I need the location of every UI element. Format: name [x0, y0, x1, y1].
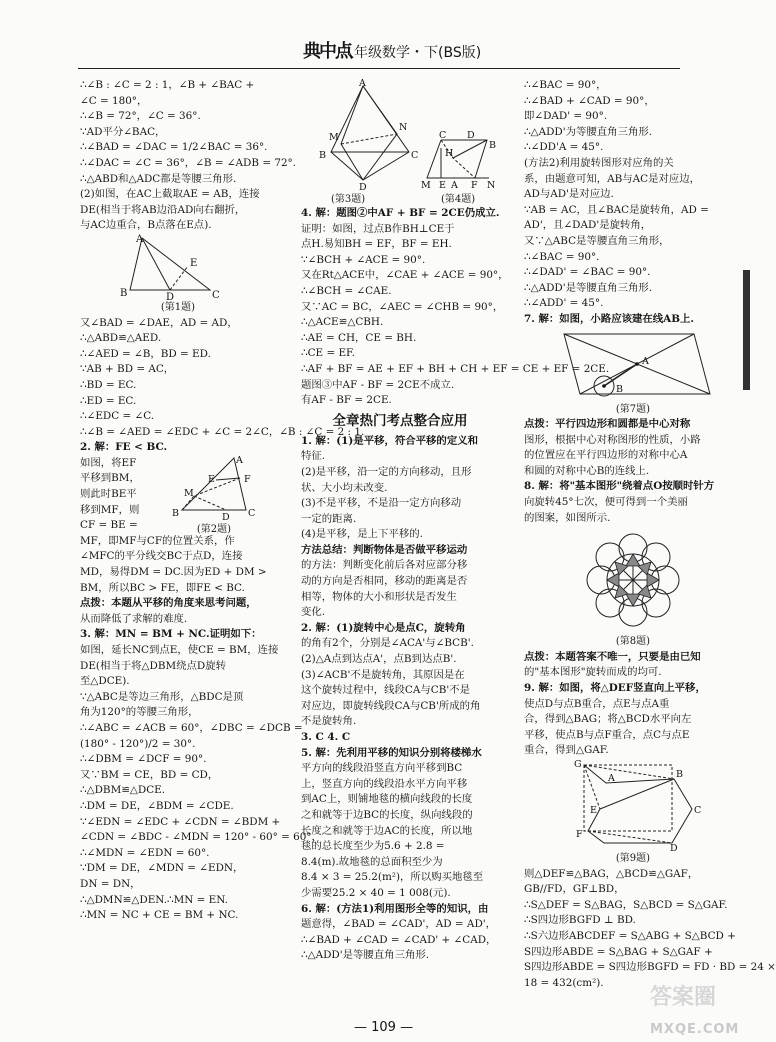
text-line: (180° - 120°)/2 = 30°. — [80, 737, 196, 750]
text-line: 4. 解：题图②中AF + BF = 2CE仍成立. — [301, 207, 500, 219]
fig9-label-f: F — [576, 829, 583, 840]
solution-2 — [80, 440, 276, 627]
text-line: ∴△ABD和△ADC都是等腰三角形. — [80, 172, 237, 185]
text-line: ∠CDN = ∠BDC - ∠MDN = 120° - 60° = 60°， — [80, 831, 322, 844]
text-line: (3)∠ACB'不是旋转角，其原因是在 — [301, 668, 465, 681]
fig4-label-n: N — [487, 180, 496, 191]
solution-8 — [524, 479, 742, 526]
figure-9-caption: (第9题) — [615, 853, 651, 864]
text-line: 相等，物体的大小和形状是否发生 — [301, 590, 457, 603]
text-line: ∴S△DEF = S△BAG，S△BCD = S△GAF. — [524, 898, 728, 911]
section-solution-1 — [301, 434, 499, 621]
text-line: ∵DM = DE，∠MDN = ∠EDN， — [80, 862, 244, 875]
text-line: 合，得到△BAG；将△BCD水平向左 — [524, 713, 692, 726]
tip-7 — [524, 417, 742, 479]
fig2-label-d: D — [222, 512, 230, 524]
text-line: 系，由题意可知，AB与AC是对应边， — [524, 172, 701, 185]
text-line: 向旋转45°七次，便可得到一个美丽 — [524, 496, 688, 509]
fig9-label-g: G — [574, 759, 582, 770]
page-spine-shadow — [743, 270, 750, 390]
text-line: 题图③中AF - BF = 2CE不成立. — [301, 378, 455, 391]
figure-9 — [524, 759, 742, 867]
tip-line: 点拨：本题从平移的角度来思考问题， — [80, 597, 257, 610]
text-line: ∴∠DBM = ∠DCF = 90°. — [80, 753, 207, 766]
text-line: ∴∠MDN = ∠EDN = 60°. — [80, 846, 210, 859]
text-line: ∠C = 180°， — [80, 94, 148, 107]
text-line: 移到MF，则 — [80, 503, 140, 516]
text-line: 又∠BAD = ∠DAE，AD = AD， — [80, 316, 238, 329]
text-line: 状、大小均未改变. — [301, 481, 388, 494]
text-line: 平移，使点B与点F重合，点C与点E — [524, 728, 690, 741]
solution-1-part1 — [80, 78, 297, 234]
text-line: ∵AB + BD = AC， — [80, 363, 175, 376]
text-line: 8.4(m).故地毯的总面积至少为 — [301, 855, 443, 868]
text-line: ∵∠EDN = ∠EDC + ∠CDN = ∠BDM + — [80, 815, 281, 828]
book-title: 八年级数学・下(BS版) — [340, 45, 482, 61]
fig9-label-d: D — [670, 843, 678, 854]
text-line: 平方向的线段沿竖直方向平移到BC — [301, 762, 463, 775]
text-line: ∴DM = DE，∠BDM = ∠CDE. — [80, 799, 234, 812]
text-line: MD，易得DM = DC.因为ED + DM > — [80, 566, 267, 579]
text-line: 9. 解：如图，将△DEF竖直向上平移， — [524, 682, 706, 695]
text-line: ∴AF + BF = AE + EF + BH + CH + EF = CE + EF = 2CE. — [301, 362, 610, 375]
text-line: S四边形ABDE = S△BAG + S△GAF + — [524, 945, 713, 958]
text-line: ∴∠AED = ∠B，BD = ED. — [80, 347, 211, 360]
fig3-label-m: M — [329, 132, 339, 143]
text-line: ∴△ACE≌△CBH. — [301, 316, 384, 329]
text-line: 则此时BE平 — [80, 488, 137, 501]
fig4-label-m: M — [421, 180, 431, 191]
text-line: ∴∠BAD + ∠CAD = ∠CAD' + ∠CAD， — [301, 933, 497, 946]
text-line: 2. 解：(1)旋转中心是点C，旋转角 — [301, 621, 466, 634]
text-line: 长度之和就等于边AC的长度，所以地 — [301, 824, 473, 837]
tip-line: 图形，根据中心对称图形的性质，小路 — [524, 433, 701, 446]
fig1-label-c: C — [212, 289, 220, 301]
text-line: 3. 解：MN = BM + NC.证明如下： — [80, 628, 262, 641]
text-line: ∴∠B = 72°，∠C = 36°. — [80, 110, 201, 123]
tip-line: 点拨：平行四边形和圆都是中心对称 — [524, 418, 691, 431]
text-line: ∴∠ADD' = 45°. — [524, 297, 604, 310]
figure-8 — [524, 526, 742, 650]
fig4-label-e: E — [439, 180, 446, 191]
text-line: 与AC边重合，B点落在E点). — [80, 219, 212, 232]
text-line: ∵AD平分∠BAC， — [80, 125, 166, 138]
text-line: 的方法：判断变化前后各对应部分移 — [301, 559, 468, 572]
fig4-label-b: B — [489, 140, 496, 151]
fig1-label-d: D — [166, 291, 175, 303]
fig9-label-e: E — [590, 805, 597, 816]
fig3-label-c: C — [411, 150, 419, 161]
text-line: ∴∠BAC = 90°. — [524, 250, 600, 263]
text-line: 这个旋转过程中，线段CA与CB'不是 — [301, 684, 470, 697]
figure-8-caption: (第8题) — [615, 636, 651, 648]
tip-line: 和圆的对称中心B的连线上. — [524, 464, 650, 477]
text-line: 又∵△ABC是等腰直角三角形， — [524, 234, 670, 247]
tip-line: 的位置应在平行四边形的对称中心A — [524, 449, 688, 462]
section-solution-5 — [301, 746, 499, 902]
figure-1-caption: (第1题) — [160, 301, 196, 313]
text-line: 1. 解：(1)是平移，符合平移的定义和 — [301, 434, 478, 447]
fig3-label-n: N — [399, 122, 408, 133]
fig2-label-b: B — [172, 508, 179, 520]
answers-3-4: 3. C 4. C — [301, 731, 351, 743]
fig3-label-d: D — [359, 182, 367, 193]
text-line: CF = BE = — [80, 519, 138, 532]
text-line: 18 = 432(cm²). — [524, 976, 604, 989]
section-solution-2 — [301, 621, 499, 730]
text-line: ∴△DBM≌△DCE. — [80, 784, 166, 797]
text-line: 又在Rt△ACE中，∠CAE + ∠ACE = 90°， — [301, 269, 509, 282]
text-line: BM，所以BC > FE，即FE < BC. — [80, 581, 245, 594]
fig4-label-a: A — [451, 180, 458, 191]
fig7-label-b: B — [616, 383, 623, 395]
tip-8 — [524, 650, 742, 681]
text-line: ∴MN = NC + CE = BM + NC. — [80, 909, 239, 922]
text-line: 8.4 × 3 = 25.2(m²)，所以购买地毯至 — [301, 871, 484, 884]
text-line: 如图，延长NC到点E，使CE = BM，连接 — [80, 644, 279, 656]
text-line: 对应边，即旋转线段CA与CB'所成的角 — [301, 699, 481, 712]
section-title: 全章热门考点整合应用 — [332, 412, 468, 429]
text-line: 至△DCE). — [80, 675, 130, 688]
text-line: 5. 解：先利用平移的知识分别将楼梯水 — [301, 746, 482, 759]
text-line: 特征. — [301, 450, 326, 463]
text-line: (2)△A点到达点A'，点B到达点B'. — [301, 653, 457, 666]
solution-6-continued — [524, 78, 742, 312]
page-number: — 109 — — [354, 1020, 414, 1035]
watermark-domain: MXQE.COM — [650, 1022, 740, 1037]
fig2-label-e: E — [208, 474, 215, 486]
fig7-label-a: A — [642, 355, 649, 367]
text-line: ∴∠B : ∠C = 2 : 1，∠B + ∠BAC + — [80, 79, 255, 91]
text-line: GB//FD，GF⊥BD， — [524, 883, 625, 896]
text-line: ∴∠BAD + ∠CAD = 90°， — [524, 94, 655, 107]
solution-9-continued — [524, 867, 776, 992]
text-line: DE(相当于将AB边沿AD向右翻折， — [80, 203, 246, 216]
text-line: ∵△ABC是等边三角形，△BDC是顶 — [80, 690, 244, 703]
text-line: 不是旋转角. — [301, 715, 357, 728]
text-line: ∴△ADD'是等腰直角三角形. — [301, 949, 430, 962]
text-line: 少需要25.2 × 40 = 1 008(元). — [301, 886, 451, 899]
figure-4-caption: (第4题) — [441, 194, 476, 205]
text-line: 6. 解：(方法1)利用图形全等的知识，由 — [301, 902, 489, 915]
tip-line: 点拨：本题答案不唯一，只要是由已知 — [524, 650, 701, 663]
text-line: 点H.易知BH = EF，BF = EH. — [301, 238, 452, 251]
fig2-label-a: A — [236, 455, 243, 467]
text-line: 方法总结：判断物体是否做平移运动 — [301, 543, 468, 556]
text-line: ∵AB = AC，且∠BAC是旋转角，AD = — [524, 203, 709, 216]
figure-7 — [524, 328, 742, 418]
fig4-label-c: C — [439, 130, 447, 141]
text-line: (2)如图，在AC上截取AE = AB，连接 — [80, 188, 260, 201]
text-line: ∴∠B = ∠AED = ∠EDC + ∠C = 2∠C，∠B : ∠C = 2 : 1. — [80, 425, 365, 438]
text-line: ∴CE = EF. — [301, 347, 355, 360]
text-line: ∴S四边形BGFD ⊥ BD. — [524, 914, 636, 927]
text-line: 动的方向是否相同，移动的距离是否 — [301, 575, 468, 588]
fig9-label-c: C — [694, 805, 702, 816]
text-line: 重合，得到△GAF. — [524, 744, 609, 757]
text-line: 又∵AC = BC，∠AEC = ∠CHB = 90°， — [301, 300, 504, 313]
column-right — [524, 78, 776, 991]
text-line: 使点D与点B重合，点E与点A重 — [524, 697, 670, 710]
figure-1 — [80, 234, 276, 316]
fig4-label-f: F — [471, 180, 478, 191]
text-line: ∠MFC的平分线交BC于点D，连接 — [80, 550, 243, 563]
text-line: 题意得，∠BAD = ∠CAD'，AD = AD'， — [301, 918, 497, 931]
text-line: (3)不是平移，不是沿一定方向移动 — [301, 497, 462, 510]
fig2-label-m: M — [184, 488, 194, 500]
text-line: 的图案，如图所示. — [524, 511, 611, 524]
text-line: 平移到BM， — [80, 472, 140, 485]
fig3-label-b: B — [319, 150, 326, 161]
text-line: S四边形ABDE = S四边形BGFD = FD · BD = 24 × — [524, 961, 776, 974]
text-line: (4)是平移，是上下平移的. — [301, 528, 423, 541]
brand-logo: 典中点 — [303, 41, 351, 62]
text-line: 有AF - BF = 2CE. — [301, 394, 392, 407]
text-line: ∴△ADD'为等腰直角三角形. — [524, 125, 653, 138]
text-line: ∴∠ABC = ∠ACB = 60°，∠DBC = ∠DCB = — [80, 721, 303, 734]
text-line: ∵∠BCH + ∠ACE = 90°. — [301, 253, 426, 266]
fig4-label-d: D — [467, 130, 475, 141]
text-line: ∴△DMN≌△DEN.∴MN = EN. — [80, 893, 228, 906]
figure-2 — [154, 454, 274, 534]
text-line: 到AC上，则铺地毯的横向线段的长度 — [301, 793, 473, 806]
text-line: 毯的总长度至少为5.6 + 2.8 = — [301, 840, 445, 853]
text-line: 即∠DAD' = 90°. — [524, 110, 608, 123]
fig1-label-a: A — [136, 233, 144, 245]
text-line: 8. 解：将"基本图形"绕着点O按顺时针方 — [524, 480, 715, 493]
text-line: 证明：如图，过点B作BH⊥CE于 — [301, 222, 455, 235]
text-line: ∴∠BCH = ∠CAE. — [301, 284, 392, 297]
fig2-label-c: C — [248, 508, 256, 520]
fig9-label-b: B — [676, 769, 683, 780]
text-line: 上，竖直方向的线段沿水平方向平移 — [301, 777, 468, 790]
fig1-label-b: B — [120, 287, 128, 299]
text-line: 变化. — [301, 606, 326, 619]
fig9-label-a: A — [608, 773, 615, 784]
text-line: 则△DEF≌△BAG，△BCD≌△GAF， — [524, 867, 699, 880]
watermark-logo-text: 答案圈 — [650, 985, 717, 1010]
text-line: AD与AD'是对应边. — [524, 188, 614, 201]
text-line: ∴∠BAD = ∠DAC = 1/2∠BAC = 36°. — [80, 141, 268, 154]
text-line: ∴ED = EC. — [80, 394, 137, 407]
text-line: 又∵BM = CE，BD = CD， — [80, 768, 219, 781]
text-line: MF，即MF与CF的位置关系，作 — [80, 534, 235, 547]
solution-3 — [80, 627, 322, 923]
fig1-label-e: E — [190, 257, 198, 269]
figure-3-caption: (第3题) — [331, 194, 366, 205]
text-line: DE(相当于将△DBM绕点D旋转 — [80, 659, 227, 672]
text-line: ∴∠EDC = ∠C. — [80, 410, 155, 423]
text-line: AD'，且∠DAD'是旋转角， — [524, 219, 652, 232]
text-line: (方法2)利用旋转图形对应角的关 — [524, 156, 674, 169]
text-line: ∴∠DD'A = 45°. — [524, 141, 604, 154]
text-line: ∴S六边形ABCDEF = S△ABG + S△BCD + — [524, 929, 736, 942]
text-line: 如图，将EF — [80, 456, 137, 469]
tip-line: 的"基本图形"旋转而成的均可. — [524, 666, 662, 679]
text-line: (2)是平移，沿一定的方向移动，且形 — [301, 465, 472, 478]
fig2-label-f: F — [244, 474, 251, 486]
text-line: 的角有2个，分别是∠ACA'与∠BCB'. — [301, 637, 474, 650]
solution-9 — [524, 681, 742, 759]
text-line: ∴∠DAD' = ∠BAC = 90°. — [524, 266, 651, 279]
text-line: 之和就等于边BC的长度，纵向线段的 — [301, 808, 473, 821]
text-line: ∴BD = EC. — [80, 378, 137, 391]
text-line: 2. 解：FE < BC. — [80, 441, 168, 454]
page-header — [0, 0, 750, 80]
figure-2-caption: (第2题) — [196, 524, 232, 536]
fig4-label-h: H — [445, 148, 454, 159]
text-line: 一定的距离. — [301, 512, 357, 525]
tip-line: 从而降低了求解的难度. — [80, 612, 188, 625]
text-line: ∴△ADD'是等腰直角三角形. — [524, 281, 653, 294]
text-line: ∴∠DAC = ∠C = 36°，∠B = ∠ADB = 72°. — [80, 156, 297, 169]
text-line: 角为120°的等腰三角形， — [80, 706, 199, 719]
section-solution-6 — [301, 902, 499, 964]
text-line: ∴∠BAC = 90°， — [524, 79, 607, 91]
fig3-label-a: A — [359, 78, 366, 89]
figures-3-4 — [301, 78, 499, 206]
solution-7: 7. 解：如图，小路应该建在线AB上. — [524, 312, 695, 325]
text-line: ∴△ABD≌△AED. — [80, 332, 162, 345]
text-line: DN = DN， — [80, 877, 141, 890]
text-line: ∴AE = CH，CE = BH. — [301, 331, 417, 344]
figure-7-caption: (第7题) — [615, 403, 651, 415]
header-rule — [78, 68, 680, 69]
